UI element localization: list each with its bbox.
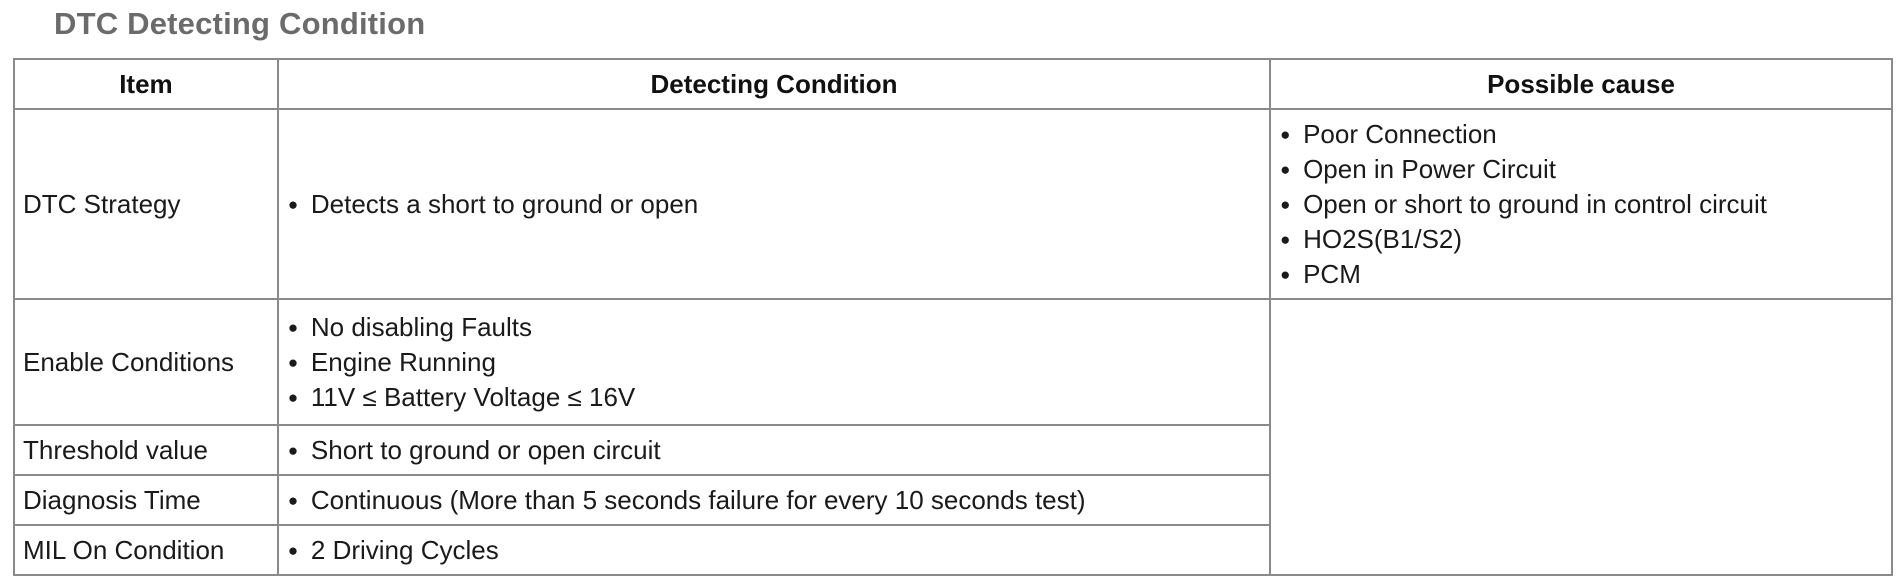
possible-cause-item: ● Poor Connection (1279, 117, 1883, 152)
header-possible-cause: Possible cause (1270, 59, 1892, 109)
condition-cell (278, 299, 1270, 425)
condition-list (287, 533, 1261, 568)
header-detecting-condition: Detecting Condition (278, 59, 1270, 109)
item-cell: DTC Strategy (14, 109, 278, 299)
possible-cause-item: ● PCM (1279, 257, 1883, 292)
condition-list (287, 187, 1261, 222)
header-item: Item (14, 59, 278, 109)
table-row-dtc-strategy (14, 109, 1892, 299)
condition-item: ● Detects a short to ground or open (287, 187, 1261, 222)
condition-cell (278, 109, 1270, 299)
page-title: DTC Detecting Condition (54, 6, 426, 41)
possible-cause-item: ● Open in Power Circuit (1279, 152, 1883, 187)
item-cell: Threshold value (14, 425, 278, 475)
item-cell: Enable Conditions (14, 299, 278, 425)
possible-cause-item: ● Open or short to ground in control circuit (1279, 187, 1883, 222)
condition-cell (278, 475, 1270, 525)
condition-cell (278, 525, 1270, 575)
condition-item: ● No disabling Faults (287, 310, 1261, 345)
condition-item: ● 11V ≤ Battery Voltage ≤ 16V (287, 380, 1261, 415)
table-row-enable-conditions (14, 299, 1892, 425)
condition-item: ● Engine Running (287, 345, 1261, 380)
possible-cause-cell (1270, 109, 1892, 299)
possible-cause-item: ● HO2S(B1/S2) (1279, 222, 1883, 257)
possible-cause-list (1279, 117, 1883, 292)
empty-cause-cell (1270, 299, 1892, 575)
condition-cell (278, 425, 1270, 475)
item-cell: MIL On Condition (14, 525, 278, 575)
table-header-row (14, 59, 1892, 109)
condition-item: ● 2 Driving Cycles (287, 533, 1261, 568)
condition-item: ● Continuous (More than 5 seconds failure for every 10 seconds test) (287, 483, 1261, 518)
item-cell: Diagnosis Time (14, 475, 278, 525)
dtc-condition-table (13, 58, 1893, 576)
condition-item: ● Short to ground or open circuit (287, 433, 1261, 468)
condition-list (287, 483, 1261, 518)
condition-list (287, 433, 1261, 468)
condition-list (287, 310, 1261, 415)
